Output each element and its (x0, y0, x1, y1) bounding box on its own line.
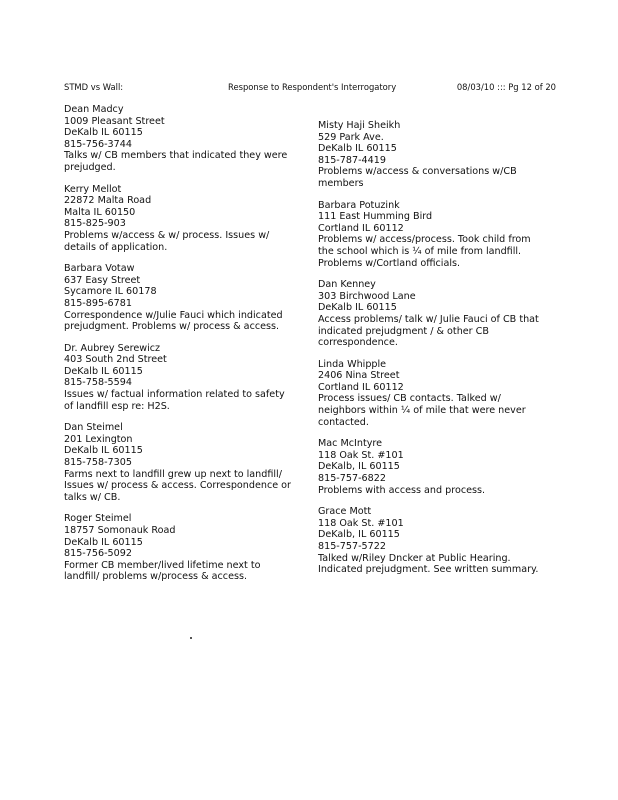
contact-notes: Problems w/access & conversations w/CB (318, 166, 517, 178)
page-header (64, 80, 556, 94)
contact-notes: contacted. (318, 416, 369, 428)
contact-entry (64, 263, 300, 333)
contact-notes: neighbors within ¼ of mile that were never (318, 405, 526, 417)
contact-entry (318, 200, 554, 270)
contact-name: Linda Whipple (318, 358, 387, 370)
contact-phone: 815-787-4419 (318, 154, 386, 166)
contact-city: DeKalb, IL 60115 (318, 529, 400, 541)
contact-notes: prejudgment. Problems w/ process & access. (64, 321, 280, 333)
contact-entry (318, 438, 554, 496)
contact-street: 18757 Somonauk Road (64, 525, 176, 536)
contact-entry (64, 422, 300, 503)
contact-notes: Problems w/ access/process. Took child from (318, 234, 531, 246)
contact-entry (318, 120, 554, 190)
contact-notes: indicated prejudgment / & other CB (318, 325, 489, 337)
contact-entry (318, 359, 554, 429)
contact-notes: of landfill esp re: H2S. (64, 400, 170, 412)
contact-notes: Problems w/Cortland officials. (318, 257, 461, 269)
contact-notes: Issues w/ factual information related to safety (64, 389, 285, 401)
contact-street: 201 Lexington (64, 433, 133, 445)
contact-city: Cortland IL 60112 (318, 222, 404, 234)
contact-street: 118 Oak St. #101 (318, 449, 404, 461)
right-column (318, 120, 554, 586)
contact-entry (318, 506, 554, 576)
contact-phone: 815-758-5594 (64, 377, 132, 389)
stray-mark (190, 637, 192, 639)
contact-notes: landfill/ problems w/process & access. (64, 571, 248, 583)
contact-name: Dan Kenney (318, 279, 376, 291)
contact-street: 403 South 2nd Street (64, 354, 167, 366)
contact-notes: Farms next to landfill grew up next to landfill/ (64, 468, 282, 480)
contact-notes: Talks w/ CB members that indicated they were (64, 150, 288, 162)
date-page-number: 08/03/10 ::: Pg 12 of 20 (456, 82, 556, 92)
contact-street: 118 Oak St. #101 (318, 517, 404, 529)
contact-notes: Indicated prejudgment. See written summary. (318, 564, 539, 576)
contact-notes: talks w/ CB. (64, 491, 121, 503)
contact-notes: Issues w/ process & access. Correspondence or (64, 480, 291, 492)
contact-street: 22872 Malta Road (64, 195, 152, 207)
contact-notes: prejudged. (64, 161, 116, 173)
left-column (64, 104, 300, 593)
case-title: STMD vs Wall: (64, 82, 124, 92)
contact-notes: members (318, 177, 364, 189)
contact-street: 111 East Humming Bird (318, 211, 433, 223)
contact-notes: Problems with access and process. (318, 484, 486, 496)
contact-street: 1009 Pleasant Street (64, 115, 165, 127)
contact-notes: Former CB member/lived lifetime next to (64, 559, 261, 571)
contact-notes: correspondence. (318, 337, 398, 349)
contact-city: DeKalb IL 60115 (64, 536, 143, 548)
contact-name: Barbara Potuzink (318, 199, 400, 211)
contact-entry (64, 184, 300, 254)
contact-street: 529 Park Ave. (318, 131, 384, 143)
contact-phone: 815-756-5092 (64, 548, 132, 560)
contact-street: 2406 Nina Street (318, 370, 400, 382)
contact-phone: 815-895-6781 (64, 297, 132, 309)
contact-name: Grace Mott (318, 506, 372, 518)
contact-city: Malta IL 60150 (64, 206, 136, 218)
contact-name: Roger Steimel (64, 513, 132, 525)
contact-city: Cortland IL 60112 (318, 381, 404, 393)
contact-phone: 815-757-6822 (318, 473, 386, 485)
contact-entry (64, 513, 300, 583)
contact-notes: Correspondence w/Julie Fauci which indicated (64, 309, 283, 321)
contact-street: 303 Birchwood Lane (318, 290, 416, 302)
contact-notes: details of application. (64, 241, 168, 253)
contact-phone: 815-757-5722 (318, 541, 386, 552)
document-title: Response to Respondent's Interrogatory (228, 82, 397, 92)
contact-notes: Access problems/ talk w/ Julie Fauci of CB that (318, 313, 539, 325)
contact-city: DeKalb IL 60115 (64, 365, 143, 377)
contact-name: Barbara Votaw (64, 263, 135, 275)
contact-name: Dean Madcy (64, 104, 124, 115)
contact-city: DeKalb IL 60115 (64, 445, 143, 457)
contact-city: DeKalb IL 60115 (64, 127, 143, 139)
contact-phone: 815-756-3744 (64, 138, 132, 150)
contact-name: Dr. Aubrey Serewicz (64, 342, 161, 354)
contact-phone: 815-758-7305 (64, 457, 132, 469)
contact-entry (64, 343, 300, 413)
contact-name: Misty Haji Sheikh (318, 120, 401, 131)
contact-entry (318, 279, 554, 349)
contact-entry (64, 104, 300, 174)
contact-city: DeKalb, IL 60115 (318, 461, 400, 473)
contact-notes: Talked w/Riley Dncker at Public Hearing. (318, 552, 511, 564)
contact-street: 637 Easy Street (64, 274, 141, 286)
contact-name: Mac McIntyre (318, 438, 383, 450)
contact-city: DeKalb IL 60115 (318, 302, 397, 314)
contact-name: Kerry Mellot (64, 183, 122, 195)
contact-name: Dan Steimel (64, 422, 123, 434)
contact-city: Sycamore IL 60178 (64, 286, 157, 298)
contact-phone: 815-825-903 (64, 218, 126, 230)
contact-notes: Problems w/access & w/ process. Issues w/ (64, 229, 270, 241)
contact-city: DeKalb IL 60115 (318, 143, 397, 155)
contact-notes: the school which is ¼ of mile from landfill. (318, 245, 522, 257)
contact-notes: Process issues/ CB contacts. Talked w/ (318, 393, 501, 405)
